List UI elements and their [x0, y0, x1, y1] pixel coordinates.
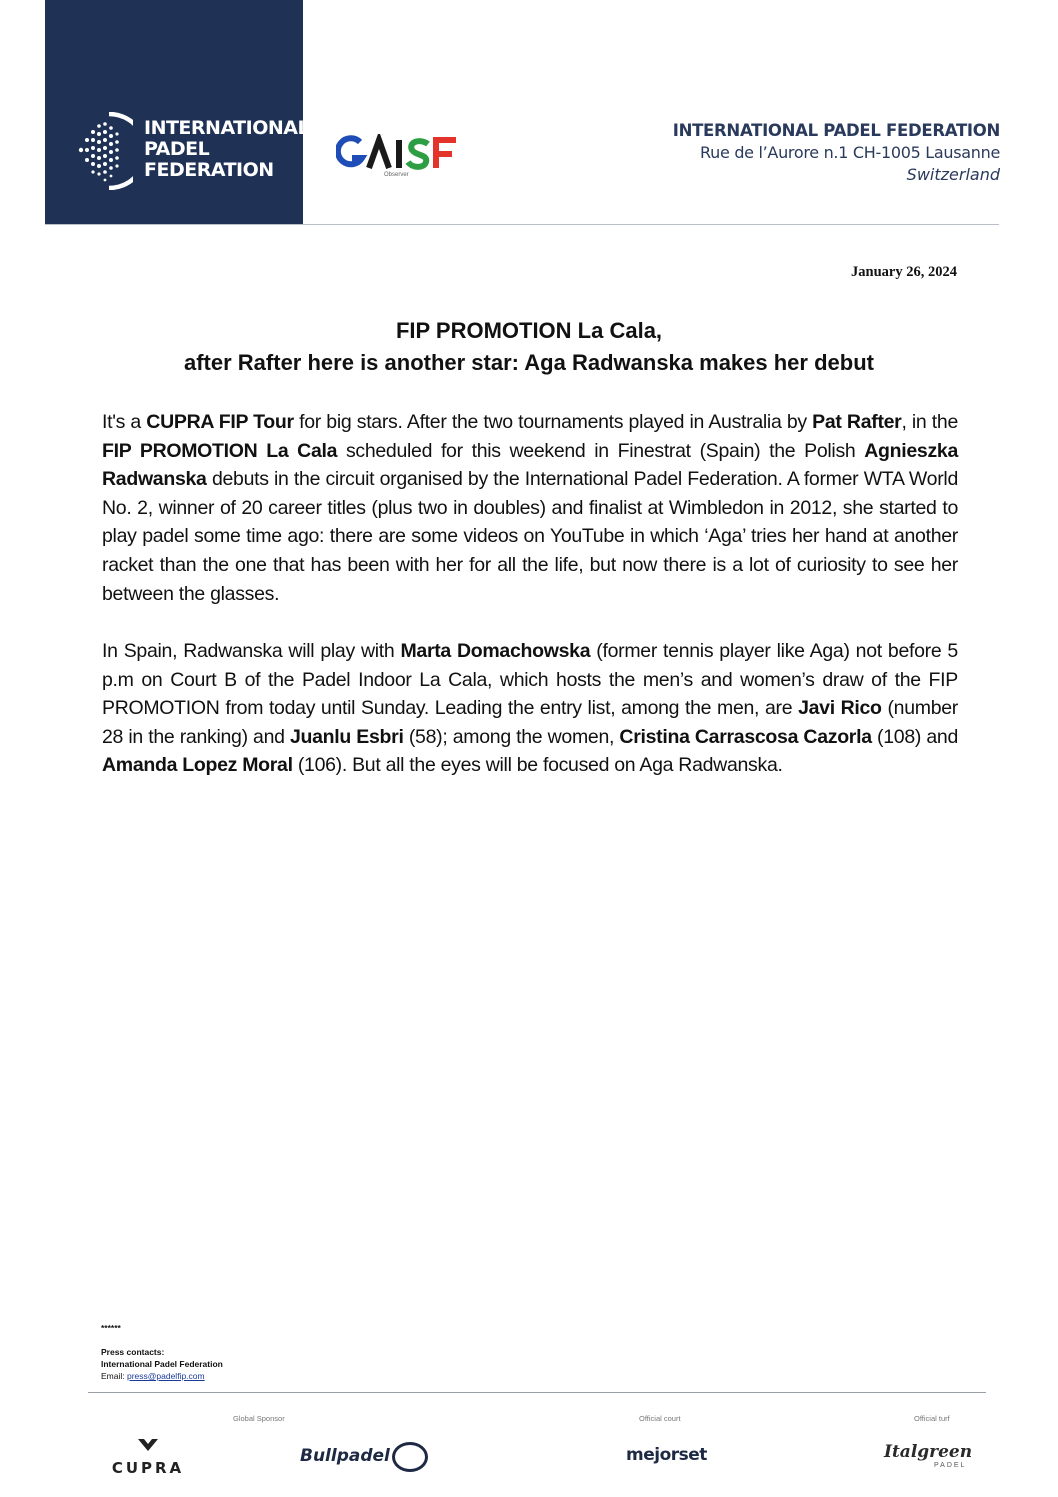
- separator: ******: [101, 1323, 121, 1333]
- bold-text: Cristina Carrascosa Cazorla: [619, 725, 872, 748]
- cupra-name: CUPRA: [111, 1459, 185, 1477]
- header-divider: [45, 224, 999, 225]
- logo-line: INTERNATIONAL: [144, 117, 310, 139]
- global-sponsor-label: Global Sponsor: [233, 1414, 285, 1423]
- text: (106). But all the eyes will be focused on Aga Radwanska.: [292, 754, 783, 777]
- bold-text: Javi Rico: [798, 697, 882, 720]
- org-country: Switzerland: [906, 165, 1000, 184]
- text: (former tennis player like Aga) not before 5 p.m on Court B of the Padel Indoor La Cala, which hosts the men’s and women’s draw of the FIP PROMOTION from today until Sunday. Leading the entry list, among the men, are: [102, 640, 958, 720]
- text: (number 28 in the ranking) and: [102, 697, 958, 748]
- italgreen-logo: [884, 1443, 972, 1470]
- cupra-logo: [94, 1437, 202, 1476]
- spacer: [101, 1334, 223, 1346]
- bold-text: Amanda Lopez Moral: [102, 754, 293, 777]
- contacts-heading: Press contacts:: [101, 1347, 165, 1357]
- email-label: Email:: [101, 1371, 127, 1381]
- text: (108) and: [871, 725, 958, 748]
- title-line: after Rafter here is another star: Aga Radwanska makes her debut: [184, 350, 874, 375]
- bullpadel-mark-icon: [392, 1442, 428, 1472]
- release-date: January 26, 2024: [851, 264, 957, 280]
- bold-text: Agnieszka Radwanska: [102, 439, 958, 491]
- email-link[interactable]: press@padelfip.com: [126, 1371, 205, 1381]
- ipf-logo-icon: [75, 112, 133, 190]
- logo-line: FEDERATION: [144, 159, 274, 181]
- press-release-title: [100, 315, 958, 379]
- title-line: FIP PROMOTION La Cala,: [395, 318, 663, 343]
- text: It's a: [102, 411, 147, 433]
- text: scheduled for this weekend in Finestrat (Spain) the Polish: [337, 439, 865, 462]
- org-address: Rue de l’Aurore n.1 CH-1005 Lausanne: [700, 143, 1000, 162]
- paragraph-2: [102, 637, 958, 780]
- bold-text: Juanlu Esbri: [289, 725, 404, 748]
- bold-text: Pat Rafter: [812, 411, 902, 433]
- bold-text: CUPRA FIP Tour: [146, 411, 294, 433]
- italgreen-sub: PADEL: [934, 1462, 967, 1469]
- official-turf-label: Official turf: [914, 1414, 950, 1423]
- ipf-wordmark: [144, 118, 309, 181]
- cupra-emblem-icon: [94, 1437, 202, 1455]
- official-court-label: Official court: [639, 1414, 681, 1423]
- bullpadel-logo: [300, 1442, 428, 1472]
- mejorset-name: mejorset: [626, 1445, 707, 1465]
- mejorset-logo: [626, 1445, 707, 1465]
- text: for big stars. After the two tournaments played in Australia by: [293, 411, 813, 433]
- gaisf-status: Observer: [384, 172, 409, 178]
- gaisf-logo-icon: [336, 134, 466, 174]
- brand-panel: [45, 0, 310, 224]
- paragraph-1: [102, 408, 958, 608]
- footer-divider: [88, 1392, 986, 1393]
- bold-text: FIP PROMOTION La Cala: [102, 439, 338, 462]
- bullpadel-name: Bullpadel: [300, 1446, 390, 1467]
- org-address-block: [673, 120, 1000, 186]
- italgreen-name: Italgreen: [884, 1442, 973, 1462]
- org-name: INTERNATIONAL PADEL FEDERATION: [672, 121, 1000, 140]
- text: , in the: [901, 411, 959, 433]
- text: In Spain, Radwanska will play with: [102, 640, 401, 662]
- bold-text: Marta Domachowska: [400, 640, 591, 662]
- logo-line: PADEL: [144, 138, 210, 160]
- contacts-org: International Padel Federation: [101, 1359, 223, 1369]
- gaisf-logo: [336, 134, 466, 182]
- contacts-email-row: [101, 1370, 223, 1382]
- text: debuts in the circuit organised by the International Padel Federation. A former WTA World No. 2, winner of 20 career titles (plus two in doubles) and finalist at Wimbledon in 2012, she started to play padel some time ago: there are some videos on YouTube in which ‘Aga’ tries her hand at another racket than the one that has been with her for all the life, but now there is a lot of curiosity to see her between the glasses.: [102, 468, 958, 605]
- press-contacts: [101, 1322, 223, 1382]
- text: (58); among the women,: [403, 725, 620, 748]
